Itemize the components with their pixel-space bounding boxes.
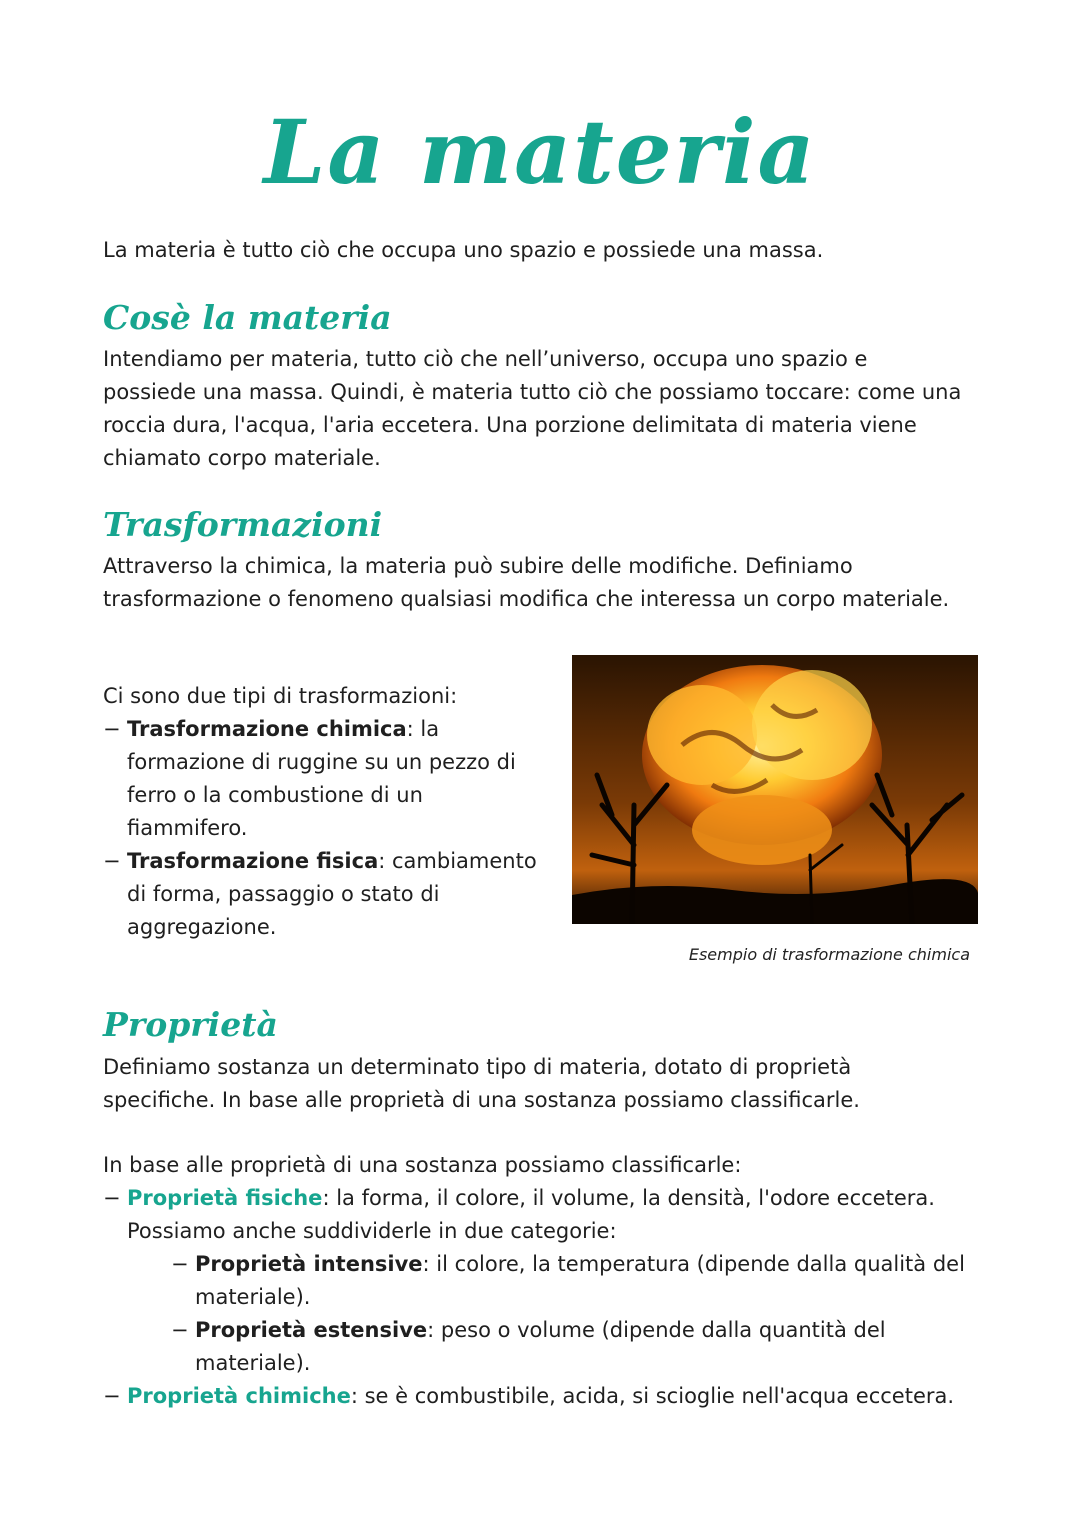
term-chemical-transformation: Trasformazione chimica (127, 717, 407, 741)
intro-text: La materia è tutto ciò che occupa uno spazio e possiede una massa. (103, 238, 824, 262)
term-description: : se è combustibile, acida, si scioglie nell'acqua eccetera. (350, 1384, 955, 1408)
list-item (103, 713, 543, 845)
term-intensive-properties: Proprietà intensive (195, 1252, 423, 1276)
page-title: La materia (263, 100, 817, 204)
heading-proprieta: Proprietà (103, 1005, 278, 1044)
term-description: : il colore, la temperatura (dipende dalla qualità del materiale). (195, 1252, 965, 1309)
dash-bullet: − (103, 1384, 121, 1408)
properties-list-intro: In base alle proprietà di una sostanza possiamo classificarle: (103, 1153, 742, 1177)
term-description: : cambiamento di forma, passaggio o stato di aggregazione. (127, 849, 537, 939)
transform-list-intro: Ci sono due tipi di trasformazioni: (103, 684, 458, 708)
section2-text: Attraverso la chimica, la materia può subire delle modifiche. Definiamo trasformazione o fenomeno qualsiasi modifica che interessa un corpo materiale. (103, 554, 950, 611)
list-item (103, 845, 543, 944)
list-item (103, 1380, 973, 1413)
term-physical-transformation: Trasformazione fisica (127, 849, 379, 873)
dash-bullet: − (103, 717, 121, 741)
term-physical-properties: Proprietà fisiche (127, 1186, 323, 1210)
term-description: : peso o volume (dipende dalla quantità del materiale). (195, 1318, 886, 1375)
list-item (171, 1248, 973, 1314)
dash-bullet: − (171, 1318, 189, 1342)
term-chemical-properties: Proprietà chimiche (127, 1384, 351, 1408)
properties-list (103, 1182, 973, 1413)
term-extensive-properties: Proprietà estensive (195, 1318, 428, 1342)
explosion-photo (572, 655, 978, 924)
section1-text: Intendiamo per materia, tutto ciò che nell’universo, occupa uno spazio e possiede una massa. Quindi, è materia tutto ciò che possiamo toccare: come una roccia dura, l'acqua, l'aria eccetera. Una porzione delimitata di materia viene chiamato corpo materiale. (103, 347, 962, 470)
term-description: : la formazione di ruggine su un pezzo di ferro o la combustione di un fiammifero. (127, 717, 516, 840)
section3-text: Definiamo sostanza un determinato tipo di materia, dotato di proprietà specifiche. In base alle proprietà di una sostanza possiamo classificarle. (103, 1055, 860, 1112)
heading-trasformazioni: Trasformazioni (103, 505, 383, 544)
term-description: : la forma, il colore, il volume, la densità, l'odore eccetera. Possiamo anche suddividerle in due categorie: (127, 1186, 935, 1243)
photo-caption: Esempio di trasformazione chimica (688, 945, 970, 964)
dash-bullet: − (171, 1252, 189, 1276)
transform-list (103, 713, 543, 944)
list-item (171, 1314, 973, 1380)
dash-bullet: − (103, 1186, 121, 1210)
heading-cose-la-materia: Cosè la materia (103, 298, 392, 337)
list-item (103, 1182, 973, 1380)
dash-bullet: − (103, 849, 121, 873)
physical-subcategories (127, 1248, 973, 1380)
